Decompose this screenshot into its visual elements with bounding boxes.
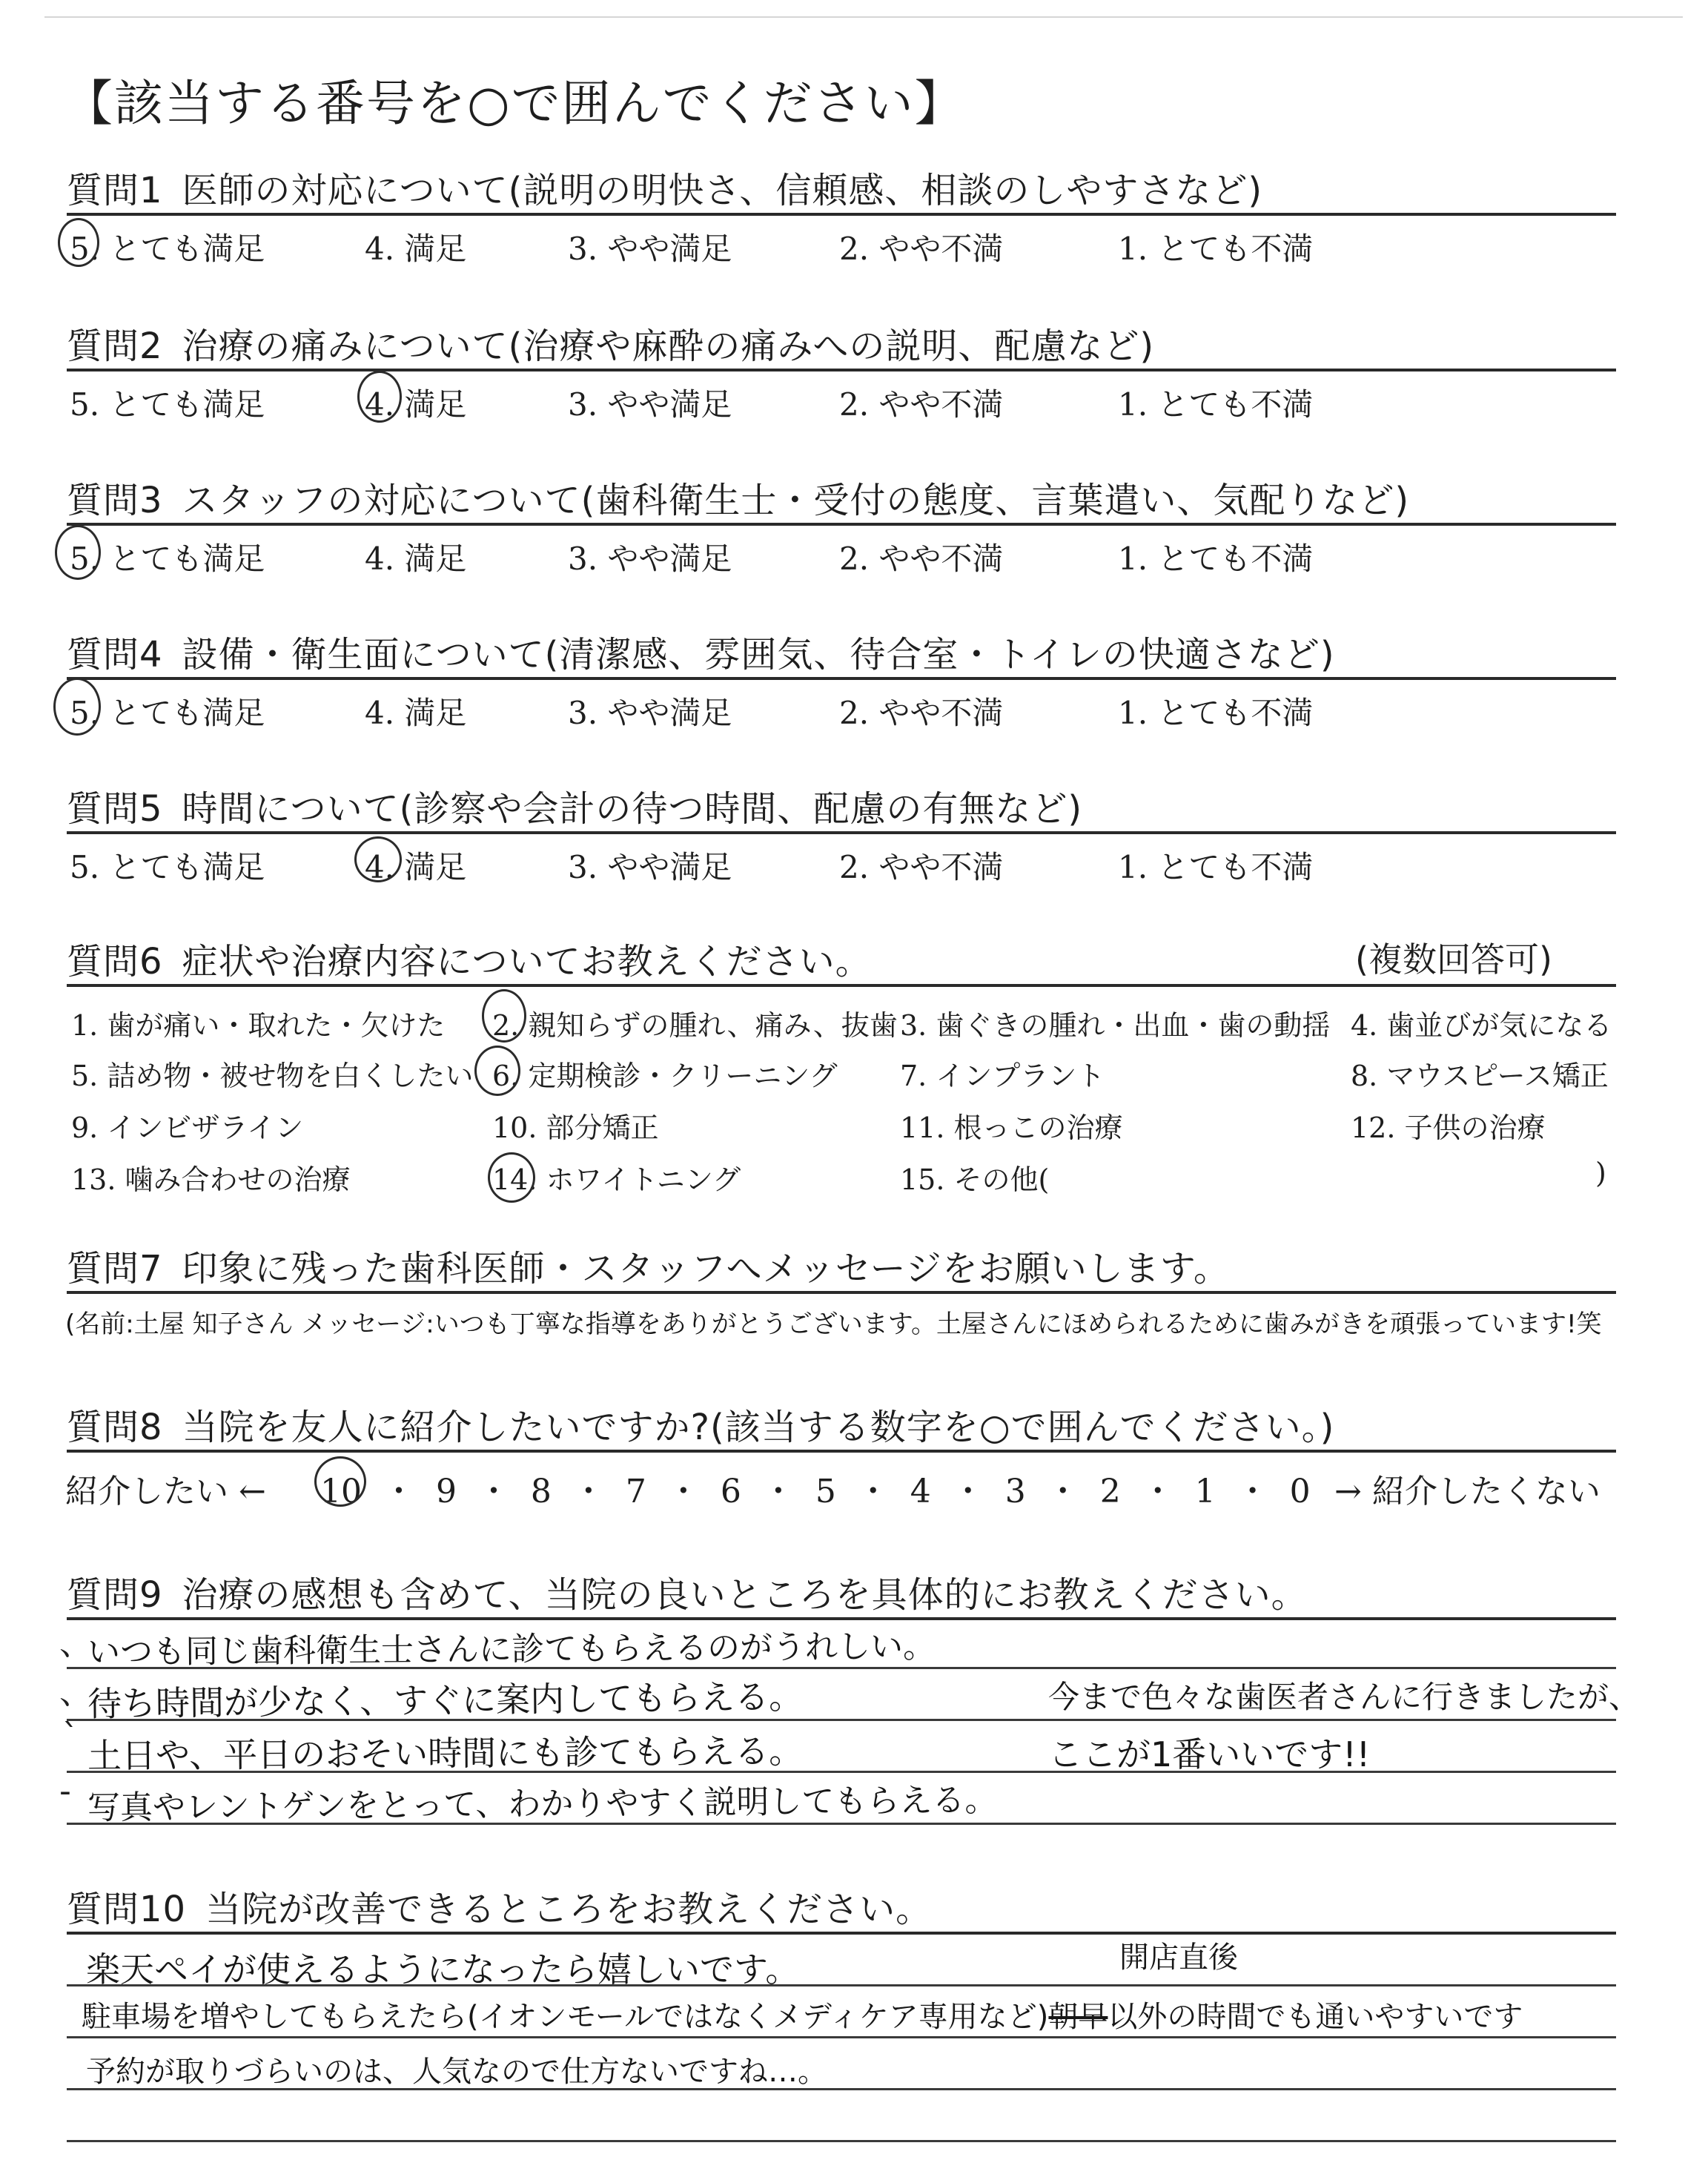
selected-circle-mark	[58, 218, 99, 267]
q2-option-3[interactable]: 3. やや満足	[568, 386, 732, 423]
form-header: 【該当する番号を○で囲んでください】	[64, 75, 965, 132]
q1-option-5[interactable]: 5. とても満足	[70, 231, 265, 267]
q5-option-2[interactable]: 2. やや不満	[839, 849, 1004, 885]
selected-circle-mark	[53, 678, 101, 736]
q6-option-4[interactable]: 4. 歯並びが気になる	[1351, 1009, 1612, 1042]
question-2-title	[67, 317, 1154, 369]
divider	[67, 677, 1616, 680]
message-answer: (名前:土屋 知子さん メッセージ:いつも丁寧な指導をありがとうございます。土屋さんにほめられるために歯みがきを頑張っています!笑	[65, 1309, 1602, 1339]
divider	[67, 831, 1616, 834]
question-number: 質問10	[67, 1889, 187, 1930]
bullet-mark: ˋ	[62, 1717, 79, 1755]
q6-option-11[interactable]: 11. 根っこの治療	[900, 1112, 1123, 1144]
q5-option-5[interactable]: 5. とても満足	[70, 849, 265, 885]
selected-circle-mark	[314, 1456, 366, 1507]
q6-option-9[interactable]: 9. インビザライン	[71, 1112, 304, 1144]
question-text: 医師の対応について(説明の明快さ、信頼感、相談のしやすさなど)	[182, 170, 1263, 211]
q5-option-3[interactable]: 3. やや満足	[568, 849, 732, 885]
q6-option-15[interactable]: 15. その他(	[900, 1163, 1050, 1196]
recommend-right-label: → 紹介したくない	[1334, 1473, 1601, 1510]
q6-option-10[interactable]: 10. 部分矯正	[492, 1112, 659, 1144]
side-note: ここが1番いいです!!	[1048, 1734, 1371, 1774]
improvement-answer: 楽天ペイが使えるようになったら嬉しいです。	[86, 1949, 800, 1989]
top-border	[44, 16, 1683, 18]
q4-option-2[interactable]: 2. やや不満	[839, 695, 1004, 731]
question-number: 質問3	[67, 480, 163, 521]
q3-option-3[interactable]: 3. やや満足	[568, 541, 732, 577]
answer-line	[67, 2140, 1616, 2142]
question-text: 時間について(診察や会計の待つ時間、配慮の有無など)	[182, 788, 1083, 830]
q6-option-1[interactable]: 1. 歯が痛い・取れた・欠けた	[71, 1009, 446, 1042]
question-number: 質問9	[67, 1574, 163, 1616]
divider	[67, 369, 1616, 371]
q5-option-1[interactable]: 1. とても不満	[1118, 849, 1314, 885]
question-number: 質問8	[67, 1407, 163, 1448]
q6-option-8[interactable]: 8. マウスピース矯正	[1351, 1060, 1609, 1092]
q3-option-4[interactable]: 4. 満足	[365, 541, 467, 577]
question-8-title	[67, 1398, 1334, 1450]
question-number: 質問4	[67, 634, 163, 676]
question-number: 質問6	[67, 941, 163, 982]
q6-option-13[interactable]: 13. 噛み合わせの治療	[71, 1163, 351, 1196]
q1-option-1[interactable]: 1. とても不満	[1118, 231, 1314, 267]
struck-text: 朝早	[1048, 2000, 1108, 2034]
divider	[67, 984, 1616, 987]
question-10-title	[67, 1880, 932, 1932]
selected-circle-mark	[357, 371, 402, 423]
q2-option-2[interactable]: 2. やや不満	[839, 386, 1004, 423]
question-text: 当院を友人に紹介したいですか?(該当する数字を○で囲んでください。)	[182, 1407, 1335, 1448]
question-number: 質問7	[67, 1248, 163, 1289]
question-text: 設備・衛生面について(清潔感、雰囲気、待合室・トイレの快適さなど)	[182, 634, 1335, 676]
selected-circle-mark	[474, 1046, 520, 1096]
q4-option-5[interactable]: 5. とても満足	[70, 695, 265, 731]
question-1-title	[67, 162, 1262, 213]
divider	[67, 1932, 1616, 1935]
q5-option-4[interactable]: 4. 満足	[365, 849, 467, 885]
side-note: 今まで色々な歯医者さんに行きましたが、	[1048, 1679, 1641, 1715]
q4-option-1[interactable]: 1. とても不満	[1118, 695, 1314, 731]
q6-option-14[interactable]: 14. ホワイトニング	[492, 1163, 741, 1196]
q3-option-5[interactable]: 5. とても満足	[70, 541, 265, 577]
bullet-mark: 、	[59, 1625, 92, 1662]
divider	[67, 213, 1616, 216]
question-7-title	[67, 1240, 1230, 1291]
question-9-title	[67, 1566, 1308, 1617]
q3-option-1[interactable]: 1. とても不満	[1118, 541, 1314, 577]
answer-part: 以外の時間でも通いやすいです	[1108, 2000, 1523, 2034]
q1-option-4[interactable]: 4. 満足	[365, 231, 467, 267]
q4-option-3[interactable]: 3. やや満足	[568, 695, 732, 731]
improvement-answer: 予約が取りづらいのは、人気なので仕方ないですね…。	[86, 2055, 827, 2089]
question-text: 症状や治療内容についてお教えください。	[182, 941, 872, 982]
improvement-answer	[82, 1993, 1523, 2035]
selected-circle-mark	[488, 1152, 535, 1203]
divider	[67, 523, 1616, 526]
q6-option-5[interactable]: 5. 詰め物・被せ物を白くしたい	[71, 1060, 474, 1092]
multiple-answer-note: (複数回答可)	[1355, 939, 1552, 980]
bullet-mark: 、	[59, 1674, 92, 1711]
question-4-title	[67, 626, 1335, 677]
selected-circle-mark	[55, 525, 101, 580]
divider	[67, 1450, 1616, 1453]
inserted-note: 開店直後	[1119, 1941, 1238, 1975]
question-6-title	[67, 933, 872, 984]
good-point-answer: 土日や、平日のおそい時間にも診てもらえる。	[87, 1731, 804, 1776]
q3-option-2[interactable]: 2. やや不満	[839, 541, 1004, 577]
q4-option-4[interactable]: 4. 満足	[365, 695, 467, 731]
q2-option-5[interactable]: 5. とても満足	[70, 386, 265, 423]
question-3-title	[67, 472, 1409, 523]
q6-option-2[interactable]: 2. 親知らずの腫れ、痛み、抜歯	[492, 1009, 898, 1042]
divider	[67, 1291, 1616, 1294]
q1-option-2[interactable]: 2. やや不満	[839, 231, 1004, 267]
question-text: スタッフの対応について(歯科衛生士・受付の態度、言葉遣い、気配りなど)	[182, 480, 1410, 521]
q6-option-3[interactable]: 3. 歯ぐきの腫れ・出血・歯の動揺	[900, 1009, 1331, 1042]
question-text: 印象に残った歯科医師・スタッフへメッセージをお願いします。	[182, 1248, 1230, 1289]
answer-part: 駐車場を増やしてもらえたら(イオンモールではなくメディケア専用など)	[82, 2000, 1049, 2034]
good-point-answer: 待ち時間が少なく、すぐに案内してもらえる。	[87, 1676, 804, 1724]
q6-option-15-close-paren: )	[1595, 1157, 1606, 1189]
question-5-title	[67, 780, 1082, 831]
q6-option-6[interactable]: 6. 定期検診・クリーニング	[492, 1060, 838, 1092]
question-text: 当院が改善できるところをお教えください。	[205, 1889, 933, 1930]
q1-option-3[interactable]: 3. やや満足	[568, 231, 732, 267]
answer-line	[67, 2036, 1616, 2038]
question-text: 治療の痛みについて(治療や麻酔の痛みへの説明、配慮など)	[182, 326, 1155, 367]
good-point-answer: いつも同じ歯科衛生士さんに診てもらえるのがうれしい。	[87, 1628, 936, 1671]
recommend-left-label: 紹介したい ←	[65, 1473, 266, 1510]
recommend-scale[interactable]: 10 ・ 9 ・ 8 ・ 7 ・ 6 ・ 5 ・ 4 ・ 3 ・ 2 ・ 1 ・ 0	[320, 1473, 1311, 1510]
question-number: 質問2	[67, 326, 163, 367]
q6-option-7[interactable]: 7. インプラント	[900, 1060, 1105, 1092]
q6-option-12[interactable]: 12. 子供の治療	[1351, 1112, 1546, 1144]
q2-option-1[interactable]: 1. とても不満	[1118, 386, 1314, 423]
question-text: 治療の感想も含めて、当院の良いところを具体的にお教えください。	[182, 1574, 1308, 1616]
bullet-mark: -	[59, 1772, 71, 1810]
selected-circle-mark	[482, 989, 526, 1043]
question-number: 質問1	[67, 170, 163, 211]
good-point-answer: 写真やレントゲンをとって、わかりやすく説明してもらえる。	[87, 1781, 998, 1827]
q2-option-4[interactable]: 4. 満足	[365, 386, 467, 423]
selected-circle-mark	[354, 836, 402, 882]
question-number: 質問5	[67, 788, 163, 830]
